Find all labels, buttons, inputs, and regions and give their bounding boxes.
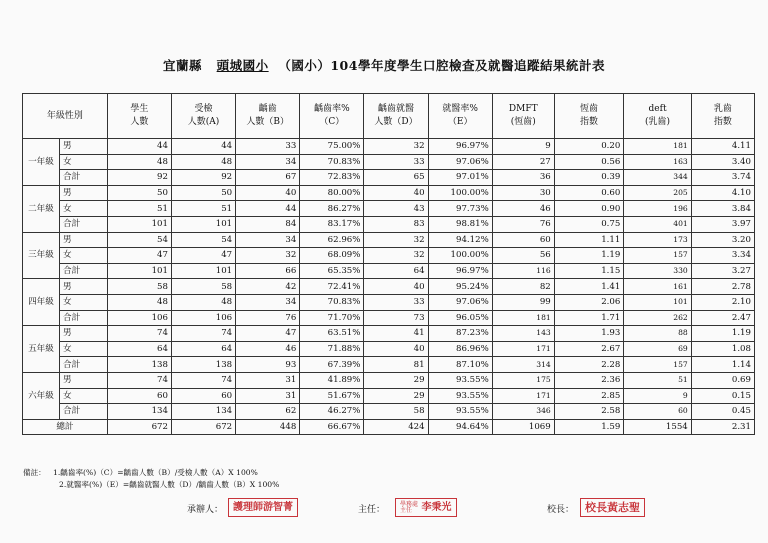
- data-cell: 27: [492, 154, 554, 170]
- total-cell: 1069: [492, 419, 554, 435]
- data-cell: 40: [364, 341, 428, 357]
- data-cell: 80.00%: [300, 185, 364, 201]
- grade-label: 五年級: [23, 326, 60, 373]
- total-cell: 448: [236, 419, 300, 435]
- data-cell: 106: [107, 310, 171, 326]
- principal-label: 校長：: [547, 505, 575, 515]
- data-cell: 1.93: [554, 326, 624, 342]
- data-cell: 65.35%: [300, 263, 364, 279]
- data-cell: 181: [624, 139, 691, 155]
- gender-label: 男: [59, 139, 107, 155]
- note-line-1: [23, 467, 258, 478]
- data-cell: 116: [492, 263, 554, 279]
- grade-label: 四年級: [23, 279, 60, 326]
- gender-label: 男: [59, 326, 107, 342]
- data-cell: 98.81%: [428, 216, 492, 232]
- data-cell: 96.97%: [428, 263, 492, 279]
- table-row: [23, 326, 755, 342]
- data-cell: 76: [492, 216, 554, 232]
- data-cell: 34: [236, 232, 300, 248]
- table-row: [23, 201, 755, 217]
- data-cell: 101: [624, 294, 691, 310]
- total-cell: 94.64%: [428, 419, 492, 435]
- data-cell: 9: [492, 139, 554, 155]
- data-cell: 1.15: [554, 263, 624, 279]
- data-cell: 32: [236, 248, 300, 264]
- table-row: [23, 185, 755, 201]
- data-cell: 36: [492, 170, 554, 186]
- table-row: [23, 139, 755, 155]
- data-cell: 93.55%: [428, 372, 492, 388]
- total-cell: 672: [107, 419, 171, 435]
- data-cell: 1.71: [554, 310, 624, 326]
- data-cell: 86.27%: [300, 201, 364, 217]
- total-row: [23, 419, 755, 435]
- table-row: [23, 216, 755, 232]
- data-cell: 2.78: [691, 279, 754, 295]
- data-cell: 46: [236, 341, 300, 357]
- data-cell: 47: [236, 326, 300, 342]
- data-cell: 75.00%: [300, 139, 364, 155]
- data-cell: 2.06: [554, 294, 624, 310]
- data-cell: 2.67: [554, 341, 624, 357]
- grade-label: 二年級: [23, 185, 60, 232]
- handler-stamp: 護理師游智菁: [228, 498, 298, 517]
- data-cell: 46.27%: [300, 404, 364, 420]
- data-cell: 76: [236, 310, 300, 326]
- data-cell: 32: [364, 248, 428, 264]
- total-cell: 424: [364, 419, 428, 435]
- data-cell: 93.55%: [428, 388, 492, 404]
- data-cell: 69: [624, 341, 691, 357]
- table-row: [23, 310, 755, 326]
- grade-label: 三年級: [23, 232, 60, 279]
- gender-label: 男: [59, 232, 107, 248]
- data-cell: 96.97%: [428, 139, 492, 155]
- header-cell: 受檢 人數(A): [171, 94, 235, 139]
- statistics-table: [22, 93, 755, 435]
- gender-label: 男: [59, 372, 107, 388]
- data-cell: 50: [107, 185, 171, 201]
- data-cell: 68.09%: [300, 248, 364, 264]
- data-cell: 64: [171, 341, 235, 357]
- data-cell: 31: [236, 372, 300, 388]
- director-label: 主任：: [358, 505, 386, 515]
- data-cell: 29: [364, 388, 428, 404]
- data-cell: 54: [107, 232, 171, 248]
- data-cell: 2.36: [554, 372, 624, 388]
- data-cell: 173: [624, 232, 691, 248]
- data-cell: 71.88%: [300, 341, 364, 357]
- data-cell: 97.06%: [428, 154, 492, 170]
- data-cell: 205: [624, 185, 691, 201]
- data-cell: 82: [492, 279, 554, 295]
- data-cell: 3.97: [691, 216, 754, 232]
- data-cell: 51: [624, 372, 691, 388]
- gender-label: 合計: [59, 310, 107, 326]
- data-cell: 181: [492, 310, 554, 326]
- header-cell: 齲齒 人數（B）: [236, 94, 300, 139]
- data-cell: 47: [171, 248, 235, 264]
- data-cell: 97.73%: [428, 201, 492, 217]
- data-cell: 93: [236, 357, 300, 373]
- data-cell: 72.41%: [300, 279, 364, 295]
- data-cell: 62: [236, 404, 300, 420]
- data-cell: 171: [492, 388, 554, 404]
- data-cell: 88: [624, 326, 691, 342]
- principal-stamp: 校長黃志聖: [580, 498, 645, 517]
- data-cell: 42: [236, 279, 300, 295]
- header-row: [23, 94, 755, 139]
- data-cell: 58: [171, 279, 235, 295]
- data-cell: 44: [107, 139, 171, 155]
- total-label: 總計: [23, 419, 108, 435]
- data-cell: 41: [364, 326, 428, 342]
- title-rest: 104學年度學生口腔檢查及就醫追蹤結果統計表: [330, 58, 605, 73]
- note-text-1: 1.齲齒率(%)（C）=齲齒人數（B）/受檢人數（A）X 100%: [53, 468, 258, 477]
- header-cell: 乳齒 指數: [691, 94, 754, 139]
- title-county: 宜蘭縣: [163, 58, 203, 73]
- data-cell: 161: [624, 279, 691, 295]
- gender-label: 女: [59, 388, 107, 404]
- data-cell: 44: [236, 201, 300, 217]
- data-cell: 48: [107, 294, 171, 310]
- data-cell: 62.96%: [300, 232, 364, 248]
- data-cell: 63.51%: [300, 326, 364, 342]
- table-row: [23, 372, 755, 388]
- data-cell: 70.83%: [300, 294, 364, 310]
- data-cell: 48: [171, 154, 235, 170]
- data-cell: 84: [236, 216, 300, 232]
- data-cell: 31: [236, 388, 300, 404]
- header-cell: deft (乳齒): [624, 94, 691, 139]
- data-cell: 34: [236, 154, 300, 170]
- data-cell: 100.00%: [428, 185, 492, 201]
- data-cell: 73: [364, 310, 428, 326]
- data-cell: 134: [171, 404, 235, 420]
- data-cell: 2.28: [554, 357, 624, 373]
- data-cell: 81: [364, 357, 428, 373]
- data-cell: 138: [171, 357, 235, 373]
- data-cell: 0.56: [554, 154, 624, 170]
- total-cell: 1.59: [554, 419, 624, 435]
- data-cell: 101: [171, 216, 235, 232]
- gender-label: 合計: [59, 404, 107, 420]
- data-cell: 96.05%: [428, 310, 492, 326]
- data-cell: 3.40: [691, 154, 754, 170]
- data-cell: 157: [624, 248, 691, 264]
- data-cell: 0.90: [554, 201, 624, 217]
- header-cell: 年級性別: [23, 94, 108, 139]
- data-cell: 74: [171, 326, 235, 342]
- data-cell: 43: [364, 201, 428, 217]
- data-cell: 64: [364, 263, 428, 279]
- title-type: （國小）: [278, 58, 331, 73]
- data-cell: 0.60: [554, 185, 624, 201]
- data-cell: 134: [107, 404, 171, 420]
- grade-label: 六年級: [23, 372, 60, 419]
- data-cell: 44: [171, 139, 235, 155]
- gender-label: 女: [59, 154, 107, 170]
- data-cell: 94.12%: [428, 232, 492, 248]
- data-cell: 262: [624, 310, 691, 326]
- data-cell: 3.20: [691, 232, 754, 248]
- data-cell: 346: [492, 404, 554, 420]
- data-cell: 106: [171, 310, 235, 326]
- data-cell: 4.10: [691, 185, 754, 201]
- data-cell: 83: [364, 216, 428, 232]
- data-cell: 70.83%: [300, 154, 364, 170]
- data-cell: 401: [624, 216, 691, 232]
- data-cell: 87.10%: [428, 357, 492, 373]
- data-cell: 2.10: [691, 294, 754, 310]
- data-cell: 99: [492, 294, 554, 310]
- data-cell: 67.39%: [300, 357, 364, 373]
- data-cell: 30: [492, 185, 554, 201]
- data-cell: 0.75: [554, 216, 624, 232]
- data-cell: 92: [171, 170, 235, 186]
- data-cell: 0.15: [691, 388, 754, 404]
- header-cell: 學生 人數: [107, 94, 171, 139]
- data-cell: 51: [171, 201, 235, 217]
- data-cell: 51: [107, 201, 171, 217]
- data-cell: 33: [364, 294, 428, 310]
- data-cell: 143: [492, 326, 554, 342]
- data-cell: 41.89%: [300, 372, 364, 388]
- table-body: [23, 139, 755, 435]
- data-cell: 64: [107, 341, 171, 357]
- data-cell: 3.34: [691, 248, 754, 264]
- header-cell: 恆齒 指數: [554, 94, 624, 139]
- data-cell: 101: [171, 263, 235, 279]
- gender-label: 女: [59, 248, 107, 264]
- table-row: [23, 341, 755, 357]
- data-cell: 33: [364, 154, 428, 170]
- data-cell: 1.19: [554, 248, 624, 264]
- data-cell: 60: [171, 388, 235, 404]
- data-cell: 50: [171, 185, 235, 201]
- handler-label: 承辦人：: [187, 505, 224, 515]
- data-cell: 87.23%: [428, 326, 492, 342]
- data-cell: 2.85: [554, 388, 624, 404]
- header-cell: 齲齒率% （C）: [300, 94, 364, 139]
- director-stamp-name: 李秉光: [421, 502, 452, 513]
- data-cell: 60: [107, 388, 171, 404]
- table-row: [23, 279, 755, 295]
- data-cell: 95.24%: [428, 279, 492, 295]
- data-cell: 3.27: [691, 263, 754, 279]
- data-cell: 314: [492, 357, 554, 373]
- gender-label: 合計: [59, 357, 107, 373]
- gender-label: 合計: [59, 263, 107, 279]
- table-row: [23, 357, 755, 373]
- data-cell: 101: [107, 216, 171, 232]
- data-cell: 2.58: [554, 404, 624, 420]
- data-cell: 60: [624, 404, 691, 420]
- data-cell: 100.00%: [428, 248, 492, 264]
- data-cell: 51.67%: [300, 388, 364, 404]
- gender-label: 女: [59, 294, 107, 310]
- data-cell: 0.45: [691, 404, 754, 420]
- data-cell: 71.70%: [300, 310, 364, 326]
- data-cell: 4.11: [691, 139, 754, 155]
- gender-label: 女: [59, 201, 107, 217]
- total-cell: 1554: [624, 419, 691, 435]
- data-cell: 40: [364, 279, 428, 295]
- table-row: [23, 248, 755, 264]
- gender-label: 女: [59, 341, 107, 357]
- table-row: [23, 154, 755, 170]
- data-cell: 34: [236, 294, 300, 310]
- data-cell: 40: [364, 185, 428, 201]
- gender-label: 合計: [59, 170, 107, 186]
- header-cell: DMFT (恆齒): [492, 94, 554, 139]
- data-cell: 58: [107, 279, 171, 295]
- note-text-2: 2.就醫率(%)（E）=齲齒就醫人數（D）/齲齒人數（B）X 100%: [59, 480, 280, 489]
- data-cell: 0.20: [554, 139, 624, 155]
- data-cell: 86.96%: [428, 341, 492, 357]
- total-cell: 66.67%: [300, 419, 364, 435]
- table-row: [23, 388, 755, 404]
- data-cell: 1.11: [554, 232, 624, 248]
- page-title: [0, 56, 768, 74]
- data-cell: 47: [107, 248, 171, 264]
- data-cell: 46: [492, 201, 554, 217]
- data-cell: 1.19: [691, 326, 754, 342]
- table-row: [23, 294, 755, 310]
- data-cell: 138: [107, 357, 171, 373]
- gender-label: 男: [59, 185, 107, 201]
- data-cell: 48: [171, 294, 235, 310]
- data-cell: 56: [492, 248, 554, 264]
- data-cell: 74: [171, 372, 235, 388]
- data-cell: 97.01%: [428, 170, 492, 186]
- data-cell: 66: [236, 263, 300, 279]
- data-cell: 33: [236, 139, 300, 155]
- data-cell: 32: [364, 232, 428, 248]
- data-cell: 3.84: [691, 201, 754, 217]
- director-stamp-small: 學務處 主任: [400, 500, 419, 514]
- data-cell: 196: [624, 201, 691, 217]
- data-cell: 344: [624, 170, 691, 186]
- total-cell: 2.31: [691, 419, 754, 435]
- table-row: [23, 263, 755, 279]
- data-cell: 1.14: [691, 357, 754, 373]
- gender-label: 合計: [59, 216, 107, 232]
- note-label: 備註：: [23, 468, 46, 477]
- data-cell: 92: [107, 170, 171, 186]
- data-cell: 48: [107, 154, 171, 170]
- data-cell: 0.69: [691, 372, 754, 388]
- data-cell: 60: [492, 232, 554, 248]
- note-line-2: [59, 479, 279, 490]
- data-cell: 163: [624, 154, 691, 170]
- data-cell: 101: [107, 263, 171, 279]
- data-cell: 97.06%: [428, 294, 492, 310]
- data-cell: 93.55%: [428, 404, 492, 420]
- data-cell: 171: [492, 341, 554, 357]
- data-cell: 72.83%: [300, 170, 364, 186]
- table-row: [23, 170, 755, 186]
- data-cell: 157: [624, 357, 691, 373]
- data-cell: 9: [624, 388, 691, 404]
- table-row: [23, 404, 755, 420]
- data-cell: 74: [107, 326, 171, 342]
- data-cell: 32: [364, 139, 428, 155]
- data-cell: 83.17%: [300, 216, 364, 232]
- data-cell: 1.41: [554, 279, 624, 295]
- data-cell: 1.08: [691, 341, 754, 357]
- header-cell: 就醫率% （E）: [428, 94, 492, 139]
- data-cell: 65: [364, 170, 428, 186]
- data-cell: 330: [624, 263, 691, 279]
- data-cell: 74: [107, 372, 171, 388]
- header-cell: 齲齒就醫 人數（D）: [364, 94, 428, 139]
- data-cell: 40: [236, 185, 300, 201]
- title-school: 頭城國小: [216, 58, 269, 73]
- data-cell: 2.47: [691, 310, 754, 326]
- data-cell: 3.74: [691, 170, 754, 186]
- table-row: [23, 232, 755, 248]
- data-cell: 58: [364, 404, 428, 420]
- grade-label: 一年級: [23, 139, 60, 186]
- data-cell: 0.39: [554, 170, 624, 186]
- total-cell: 672: [171, 419, 235, 435]
- data-cell: 67: [236, 170, 300, 186]
- data-cell: 54: [171, 232, 235, 248]
- data-cell: 29: [364, 372, 428, 388]
- director-stamp: [395, 498, 457, 517]
- data-cell: 175: [492, 372, 554, 388]
- gender-label: 男: [59, 279, 107, 295]
